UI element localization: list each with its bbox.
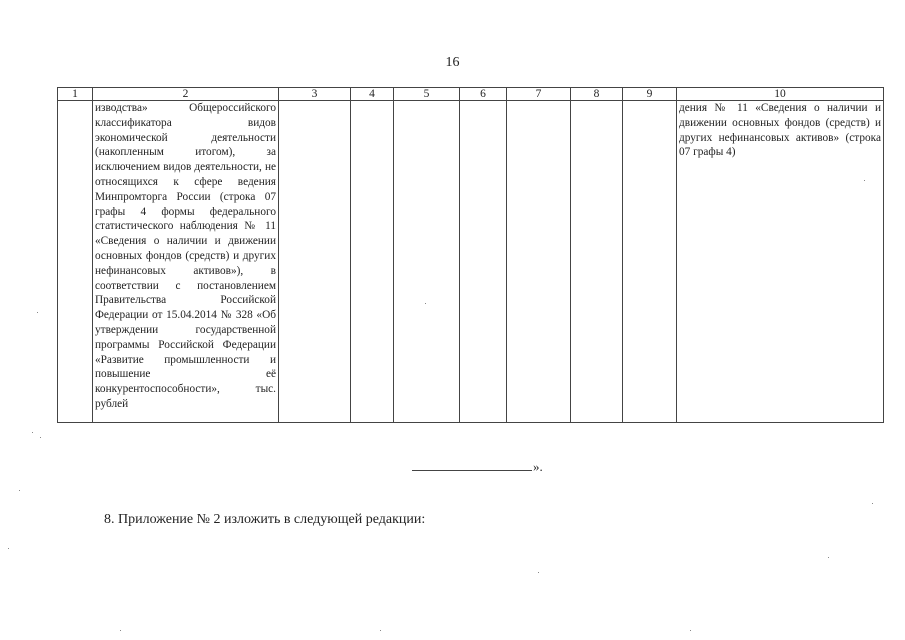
column-header-9: 9 — [623, 88, 677, 101]
table-cell-col3 — [279, 101, 351, 423]
table-cell-col1 — [58, 101, 93, 423]
table-header-row — [58, 88, 884, 101]
column-header-5: 5 — [394, 88, 460, 101]
scan-speck — [872, 503, 873, 504]
scan-speck — [19, 490, 20, 491]
column-header-1: 1 — [58, 88, 93, 101]
column-header-6: 6 — [460, 88, 507, 101]
column-header-3: 3 — [279, 88, 351, 101]
scan-speck — [37, 312, 38, 313]
table-row — [58, 101, 884, 423]
closing-quote-mark: ». — [533, 459, 543, 474]
page-number: 16 — [445, 55, 460, 70]
scan-speck — [538, 572, 539, 573]
table-cell-col5 — [394, 101, 460, 423]
scan-speck — [380, 630, 381, 631]
column-header-4: 4 — [351, 88, 394, 101]
scan-speck — [864, 180, 865, 181]
scan-speck — [425, 303, 426, 304]
table-cell-col7 — [507, 101, 571, 423]
scan-speck — [120, 630, 121, 631]
closing-underline — [412, 470, 532, 471]
table-cell-col4 — [351, 101, 394, 423]
scan-speck — [8, 548, 9, 549]
column-header-8: 8 — [571, 88, 623, 101]
table-cell-col9 — [623, 101, 677, 423]
data-table — [57, 87, 884, 423]
scan-speck — [40, 437, 41, 438]
table-cell-col6 — [460, 101, 507, 423]
column-header-7: 7 — [507, 88, 571, 101]
table-cell-col8 — [571, 101, 623, 423]
paragraph-instruction: 8. Приложение № 2 изложить в следующей редакции: — [104, 512, 426, 527]
table-cell-col10: дения № 11 «Сведения о наличии и движении основных фондов (средств) и других нефинансовых активов» (строка 07 графы 4) — [677, 101, 884, 423]
table-cell-col2: изводства» Общероссийского классификатора видов экономической деятельности (накопленным итогом), за исключением видов деятельности, не относящихся к сфере ведения Минпромторга России (строка 07 графы 4 формы федерального статистического наблюдения № 11 «Сведения о наличии и движении основных фондов (средств) и других нефинансовых активов»), в соответствии с постановлением Правительства Российской Федерации от 15.04.2014 № 328 «Об утверждении государственной программы Российской Федерации «Развитие промышленности и повышение её конкурентоспособности», тыс. рублей — [93, 101, 279, 423]
scan-speck — [32, 432, 33, 433]
scan-speck — [828, 557, 829, 558]
scan-speck — [690, 630, 691, 631]
column-header-10: 10 — [677, 88, 884, 101]
column-header-2: 2 — [93, 88, 279, 101]
